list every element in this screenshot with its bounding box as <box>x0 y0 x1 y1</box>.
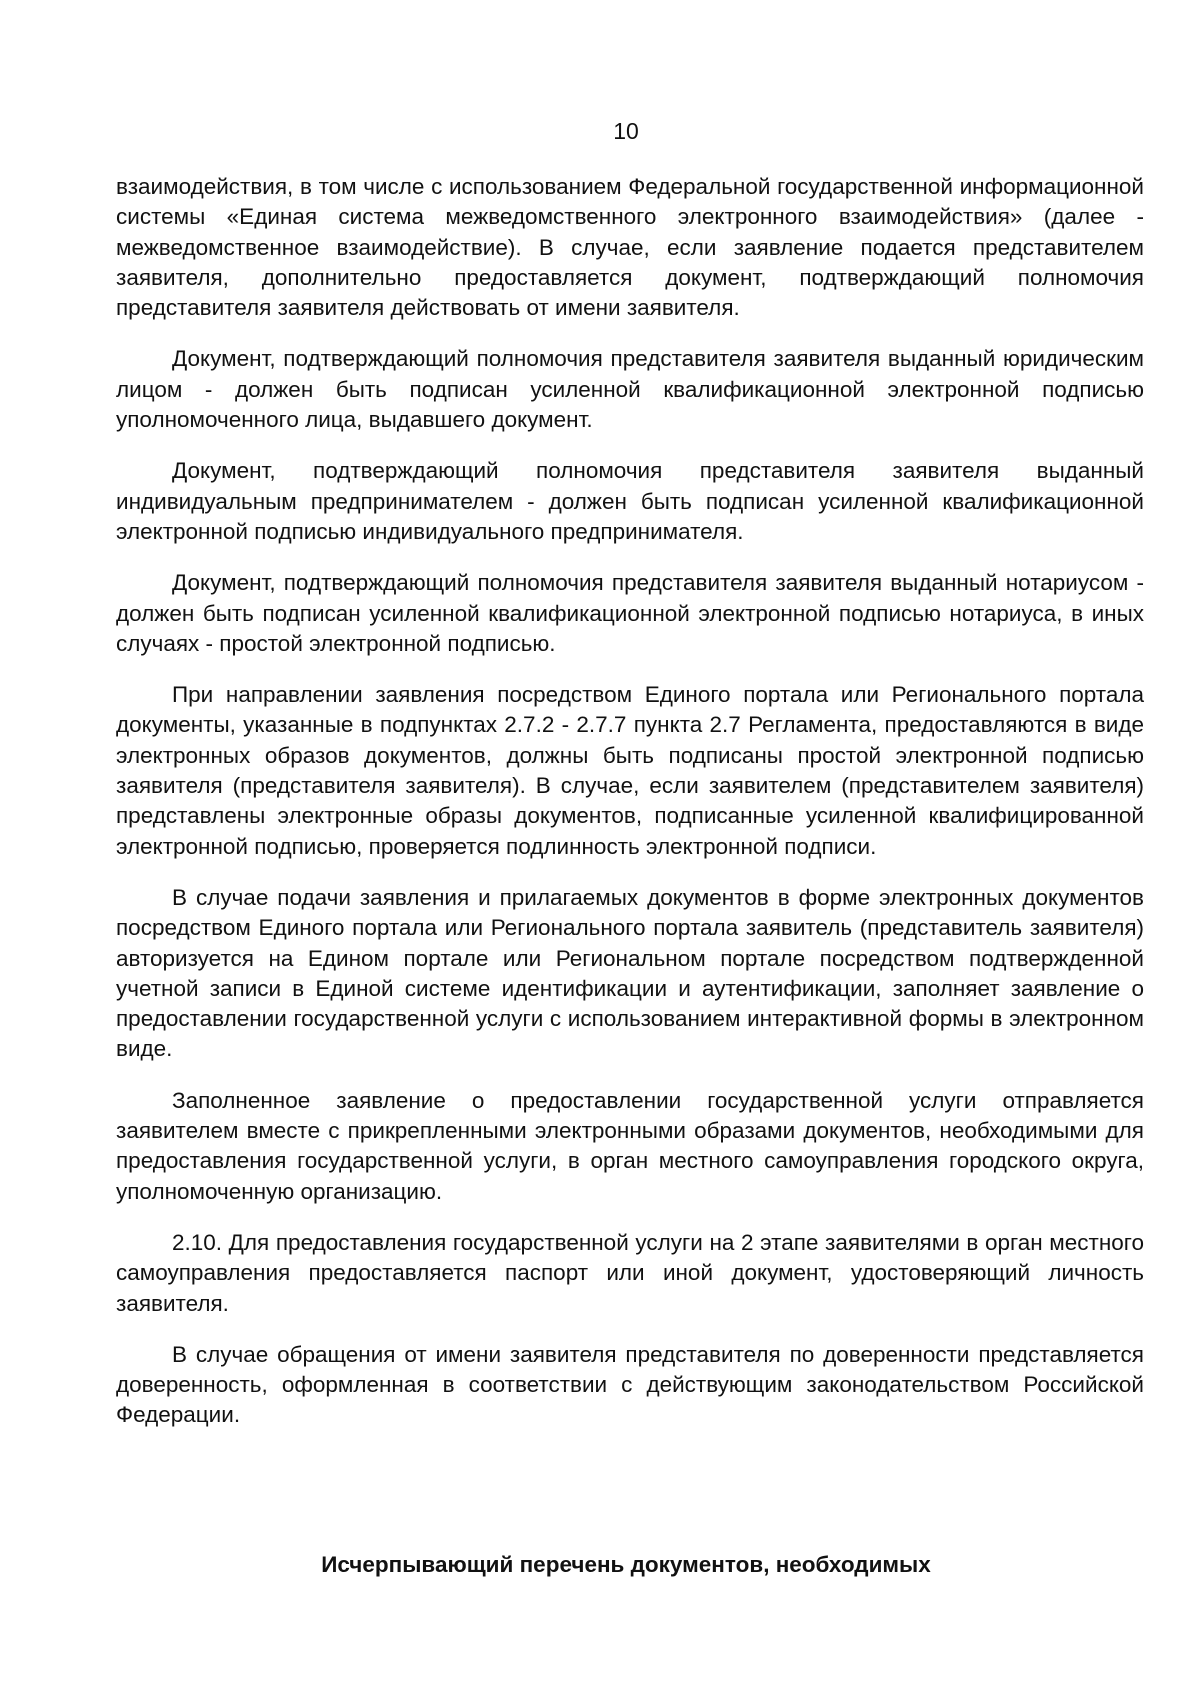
paragraph-section-2-10: 2.10. Для предоставления государственной услуги на 2 этапе заявителями в орган местного самоуправления предоставляется паспорт или иной документ, удостоверяющий личность заявителя. <box>116 1229 1144 1316</box>
paragraph-portal-authorization: В случае подачи заявления и прилагаемых документов в форме электронных документов посредством Единого портала или Регионального портала заявитель (представитель заявителя) авторизуется на Едином портале или Региональном портале посредством подтвержденной учетной записи в Единой системе идентификации и аутентификации, заполняет заявление о предоставлении государственной услуги с использованием интерактивной формы в электронном виде. <box>116 884 1144 1062</box>
paragraph-legal-entity-signature: Документ, подтверждающий полномочия представителя заявителя выданный юридическим лицом - должен быть подписан усиленной квалификационной электронной подписью уполномоченного лица, выдавшего документ. <box>116 346 1144 433</box>
section-heading: Исчерпывающий перечень документов, необходимых <box>321 1552 931 1577</box>
paragraph-application-sending: Заполненное заявление о предоставлении государственной услуги отправляется заявителем вместе с прикрепленными электронными образами документов, необходимыми для предоставления государственной услуги, в орган местного самоуправления городского округа, уполномоченную организацию. <box>116 1087 1144 1204</box>
paragraph-notary-signature: Документ, подтверждающий полномочия представителя заявителя выданный нотариусом - должен быть подписан усиленной квалификационной электронной подписью нотариуса, в иных случаях - простой электронной подписью. <box>116 570 1144 656</box>
paragraph-continuation: взаимодействия, в том числе с использованием Федеральной государственной информационной системы «Единая система межведомственного электронного взаимодействия» (далее - межведомственное взаимодействие). В случае, если заявление подается представителем заявителя, дополнительно предоставляется документ, подтверждающий полномочия представителя заявителя действовать от имени заявителя. <box>116 174 1144 321</box>
paragraph-power-of-attorney: В случае обращения от имени заявителя представителя по доверенности представляется доверенность, оформленная в соответствии с действующим законодательством Российской Федерации. <box>116 1341 1144 1428</box>
page-number: 10 <box>613 118 639 144</box>
paragraph-portal-submission: При направлении заявления посредством Единого портала или Регионального портала документы, указанные в подпунктах 2.7.2 - 2.7.7 пункта 2.7 Регламента, предоставляются в виде электронных образов документов, должны быть подписаны простой электронной подписью заявителя (представителя заявителя). В случае, если заявителем (представителем заявителя) представлены электронные образы документов, подписанные усиленной квалифицированной электронной подписью, проверяется подлинность электронной подписи. <box>116 682 1144 859</box>
document-body <box>116 172 1144 1452</box>
paragraph-entrepreneur-signature: Документ, подтверждающий полномочия представителя заявителя выданный индивидуальным предпринимателем - должен быть подписан усиленной квалификационной электронной подписью индивидуального предпринимателя. <box>116 458 1144 544</box>
